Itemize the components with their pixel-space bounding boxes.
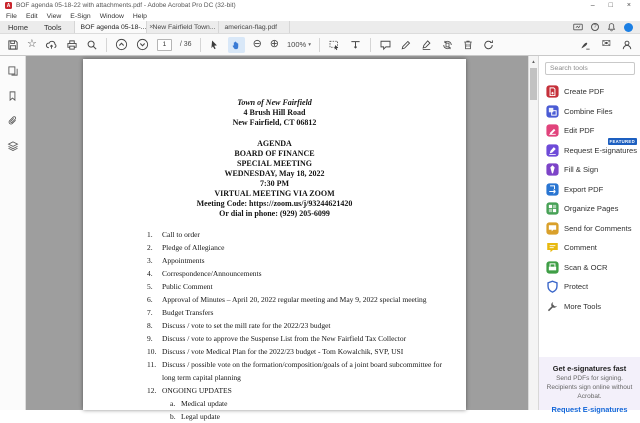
agenda-item-number: 3. — [147, 256, 153, 265]
agenda-item-text: Legal update — [181, 412, 220, 421]
meeting-info-line: WEDNESDAY, May 18, 2022 — [224, 169, 325, 178]
agenda-item-number: 8. — [147, 321, 153, 330]
tool-label: Create PDF — [564, 87, 605, 97]
envelope-icon[interactable]: ✉ — [601, 38, 611, 50]
menu-item[interactable]: E-Sign — [70, 12, 91, 20]
refresh-icon[interactable] — [482, 37, 495, 53]
tool-label: Organize Pages — [564, 204, 619, 214]
meeting-info-line: Or dial in phone: (929) 205-6099 — [219, 209, 330, 218]
tool-icon — [546, 105, 559, 118]
notifications-bell-icon[interactable] — [607, 22, 616, 32]
tool-label: Comment — [564, 243, 597, 253]
featured-badge: FEATURED — [609, 138, 635, 144]
agenda-item-number: 7. — [147, 308, 153, 317]
tab-tools[interactable]: Tools — [44, 22, 62, 32]
document-header — [83, 98, 466, 128]
avatar[interactable] — [624, 23, 633, 32]
fill-sign-icon[interactable] — [420, 37, 433, 53]
page-number-input[interactable] — [157, 39, 172, 51]
document-viewer[interactable] — [26, 56, 538, 421]
search-tools-input[interactable] — [545, 62, 635, 75]
search-icon[interactable] — [86, 37, 98, 53]
agenda-item-number: 2. — [147, 243, 153, 252]
agenda-item-number: 10. — [147, 347, 157, 356]
window-title: BOF agenda 05-18-22 with attachments.pdf - Adobe Acrobat Pro DC (32-bit) — [16, 2, 236, 9]
tool-label: More Tools — [564, 301, 602, 311]
page-display-icon[interactable] — [349, 37, 362, 53]
zoom-level-dropdown[interactable]: 100% ▾ — [287, 40, 311, 49]
acrobat-logo-icon: A — [6, 2, 11, 9]
zoom-out-icon[interactable]: ⊖ — [252, 38, 262, 50]
agenda-item — [147, 228, 451, 241]
promo-body: Send PDFs for signing. Recipients sign online without Acrobat. — [546, 375, 633, 400]
tool-item[interactable] — [546, 102, 640, 122]
agenda-item — [147, 267, 451, 280]
rotate-pages-icon[interactable] — [441, 37, 454, 53]
agenda-item-text: Approval of Minutes – April 20, 2022 regular meeting and May 9, 2022 special meeting — [162, 295, 427, 304]
tool-item[interactable] — [546, 160, 640, 180]
tool-label: Export PDF — [564, 184, 604, 194]
tool-icon — [546, 202, 559, 215]
pencil-icon[interactable] — [400, 37, 412, 53]
agenda-item — [147, 319, 451, 332]
menu-item[interactable]: Help — [132, 12, 147, 20]
agenda-item-text: ONGOING UPDATES — [162, 386, 232, 395]
scroll-up-icon[interactable]: ▲ — [531, 59, 536, 64]
request-esignatures-button[interactable]: Request E-signatures — [551, 405, 628, 415]
agenda-item — [147, 384, 451, 397]
tool-item[interactable] — [546, 180, 640, 200]
tab-home[interactable]: Home — [8, 22, 29, 32]
tool-item[interactable] — [546, 199, 640, 219]
meeting-info-line: SPECIAL MEETING — [237, 159, 312, 168]
agenda-item-text: Call to order — [162, 230, 200, 239]
meeting-info-line: Meeting Code: https://zoom.us/j/93244621420 — [196, 199, 353, 208]
agenda-item-number: 5. — [147, 282, 153, 291]
agenda-item-text: Appointments — [162, 256, 205, 265]
agenda-item-text: Public Comment — [162, 282, 213, 291]
tool-item[interactable] — [546, 82, 640, 102]
tool-item[interactable] — [546, 219, 640, 239]
agenda-item-number: 9. — [147, 334, 153, 343]
agenda-item-text: Discuss / possible vote on the formation/composition/goals of a joint board subcommittee for long term capital planning — [162, 360, 442, 382]
menu-item[interactable]: File — [6, 12, 17, 20]
cloud-upload-icon[interactable] — [45, 37, 58, 53]
agenda-item — [147, 332, 451, 345]
chevron-down-icon: ▾ — [308, 41, 311, 48]
agenda-item — [147, 254, 451, 267]
tool-icon — [546, 163, 559, 176]
agenda-item — [170, 397, 451, 410]
toolbar — [0, 34, 640, 56]
tool-item[interactable] — [546, 277, 640, 297]
agenda-list — [147, 228, 451, 423]
minimize-button[interactable]: – — [590, 2, 595, 9]
previous-page-icon[interactable] — [115, 37, 128, 53]
tab-close-icon[interactable]: × — [149, 23, 154, 31]
save-icon[interactable] — [7, 37, 19, 53]
tool-label: Edit PDF — [564, 126, 595, 136]
tab-bar — [0, 21, 640, 34]
tools-list — [539, 79, 640, 357]
select-tool-icon[interactable] — [209, 37, 220, 53]
esign-promo-card — [539, 357, 640, 415]
tool-label: Combine Files — [564, 106, 613, 116]
display-mode-icon[interactable] — [573, 23, 583, 31]
tool-label: Send for Comments — [564, 223, 632, 233]
doc-address-line1: 4 Brush Hill Road — [243, 108, 306, 117]
tool-item[interactable] — [546, 258, 640, 278]
agenda-item — [147, 293, 451, 306]
tools-panel — [538, 56, 640, 415]
doc-org-name: Town of New Fairfield — [237, 98, 312, 107]
hand-tool-icon[interactable] — [228, 37, 245, 53]
tool-icon — [546, 261, 559, 274]
tool-icon — [546, 183, 559, 196]
comment-icon[interactable] — [379, 37, 392, 53]
document-tab-label: New Fairfield Town... — [152, 23, 216, 31]
document-tab-label: BOF agenda 05-18-... — [80, 23, 147, 31]
tool-label: Protect — [564, 282, 589, 292]
promo-title: Get e-signatures fast — [552, 364, 627, 373]
agenda-item-number: 12. — [147, 386, 157, 395]
agenda-item — [147, 345, 451, 358]
menu-item[interactable]: Window — [99, 12, 124, 20]
meeting-info-line: BOARD OF FINANCE — [234, 149, 315, 158]
menu-item[interactable]: View — [46, 12, 62, 20]
print-icon[interactable] — [66, 37, 78, 53]
agenda-item — [147, 241, 451, 254]
tool-icon — [546, 300, 559, 313]
tool-icon — [546, 124, 559, 137]
tool-icon — [546, 241, 559, 254]
page-thumbnails-icon[interactable] — [7, 65, 19, 77]
document-tab[interactable] — [146, 21, 218, 33]
agenda-item-text: Discuss / vote to set the mill rate for the 2022/23 budget — [162, 321, 331, 330]
star-icon[interactable]: ☆ — [27, 38, 37, 50]
tool-item[interactable] — [546, 238, 640, 258]
scrollbar-thumb[interactable] — [530, 68, 537, 100]
vertical-scrollbar[interactable] — [528, 56, 538, 410]
marquee-zoom-icon[interactable] — [328, 37, 341, 53]
agenda-item — [147, 280, 451, 293]
agenda-item — [170, 410, 451, 423]
meeting-info-line: VIRTUAL MEETING VIA ZOOM — [214, 189, 335, 198]
attachments-icon[interactable] — [7, 115, 19, 127]
tool-icon — [546, 222, 559, 235]
page-count-label: / 36 — [179, 41, 192, 48]
layers-icon[interactable] — [7, 140, 19, 152]
meeting-info-line: 7:30 PM — [259, 179, 290, 188]
maximize-button[interactable]: □ — [608, 2, 613, 9]
tool-label: Fill & Sign — [564, 165, 599, 175]
document-tab[interactable] — [74, 21, 154, 33]
agenda-item-text: Correspondence/Announcements — [162, 269, 262, 278]
agenda-item-number: 11. — [147, 360, 157, 369]
title-bar — [0, 0, 640, 11]
document-tabs — [74, 21, 290, 33]
agenda-item-text: Pledge of Allegiance — [162, 243, 225, 252]
bookmarks-icon[interactable] — [7, 90, 18, 102]
menu-bar — [0, 11, 640, 21]
agenda-item-number: 4. — [147, 269, 153, 278]
tool-label: Scan & OCR — [564, 262, 608, 272]
next-page-icon[interactable] — [136, 37, 149, 53]
tool-label: Request E-signatures — [564, 145, 638, 155]
agenda-item-text: Budget Transfers — [162, 308, 214, 317]
close-button[interactable]: × — [626, 2, 631, 9]
agenda-item-number: 1. — [147, 230, 153, 239]
share-person-icon[interactable] — [621, 37, 633, 53]
menu-item[interactable]: Edit — [25, 12, 38, 20]
tool-item[interactable] — [546, 138, 640, 161]
agenda-item-number: b. — [170, 412, 176, 421]
tool-icon — [546, 85, 559, 98]
document-tab[interactable] — [218, 21, 290, 33]
left-navigation-panel — [0, 56, 26, 410]
tool-icon — [546, 144, 559, 157]
agenda-item-text: Medical update — [181, 399, 228, 408]
pdf-page — [83, 59, 466, 421]
agenda-item-number: 6. — [147, 295, 153, 304]
esign-pen-icon[interactable] — [579, 37, 592, 53]
meeting-info-block — [83, 139, 466, 219]
tool-item[interactable] — [546, 297, 640, 317]
help-icon[interactable]: ? — [591, 23, 599, 31]
agenda-item-number: a. — [170, 399, 176, 408]
delete-pages-icon[interactable] — [462, 37, 474, 53]
zoom-in-icon[interactable]: ⊕ — [269, 38, 279, 50]
agenda-item-text: Discuss / vote to approve the Suspense List from the New Fairfield Tax Collector — [162, 334, 407, 343]
meeting-info-line: AGENDA — [257, 139, 292, 148]
agenda-item-text: Discuss / vote Medical Plan for the 2022/23 budget - Tom Kowalchik, SVP, USI — [162, 347, 404, 356]
doc-address-line2: New Fairfield, CT 06812 — [232, 118, 317, 127]
tool-icon — [546, 280, 559, 293]
agenda-item — [147, 306, 451, 319]
agenda-item — [147, 358, 451, 384]
document-tab-label: american-flag.pdf — [224, 23, 278, 31]
